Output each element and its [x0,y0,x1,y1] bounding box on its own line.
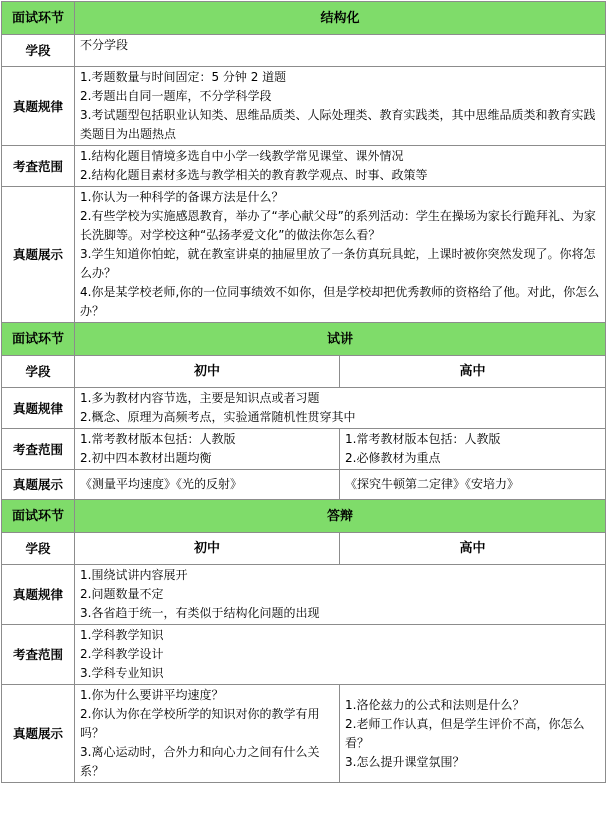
header-label: 面试环节 [2,500,75,533]
row-label: 考查范围 [2,429,75,470]
content-line: 1.结构化题目情境多选自中小学一线教学常见课堂、课外情况 [80,149,404,163]
row-label: 真题展示 [2,187,75,323]
row-label: 真题规律 [2,565,75,625]
senior-content: 《探究牛顿第二定律》《安培力》 [340,470,606,500]
content-line: 2.结构化题目素材多选与教学相关的教育教学观点、时事、政策等 [80,168,428,182]
content-line: 2.初中四本教材出题均衡 [80,451,212,465]
content-line: 4.你是某学校老师,你的一位同事绩效不如你，但是学校却把优秀教师的资格给了他。对此，你怎么办？ [80,285,600,318]
column-junior: 初中 [75,356,340,388]
column-senior: 高中 [340,356,606,388]
table-row [2,35,606,67]
content-line: 3.各省趋于统一，有类似于结构化问题的出现 [80,606,320,620]
junior-content [75,429,340,470]
content-line: 1.学科教学知识 [80,628,164,642]
content-line: 1.你认为一种科学的备课方法是什么？ [80,190,284,204]
content-line: 3.学生知道你怕蛇，就在教室讲桌的抽屉里放了一条仿真玩具蛇，上课时被你突然发现了。你将怎么办？ [80,247,596,280]
junior-content [75,685,340,783]
content-line: 1.你为什么要讲平均速度？ [80,688,224,702]
content-line: 2.概念、原理为高频考点，实验通常随机性贯穿其中 [80,410,356,424]
content-line: 1.多为教材内容节选，主要是知识点或者习题 [80,391,320,405]
column-junior: 初中 [75,533,340,565]
table-row [2,67,606,146]
content-line: 3.离心运动时，合外力和向心力之间有什么关系？ [80,745,320,778]
content-line: 2.考题出自同一题库，不分学科学段 [80,89,272,103]
table-row [2,429,606,470]
content-line: 1.考题数量与时间固定：5 分钟 2 道题 [80,70,287,84]
content-line: 2.有些学校为实施感恩教育，举办了“孝心献父母”的系列活动：学生在操场为家长行跪拜礼、为家长洗脚等。对学校这种“弘扬孝爱文化”的做法你怎么看？ [80,209,596,242]
section-header-defense [2,500,606,533]
content-line: 1.洛伦兹力的公式和法则是什么？ [345,697,525,712]
row-content [75,67,606,146]
table-row [2,565,606,625]
table-row [2,685,606,783]
row-label: 真题展示 [2,470,75,500]
senior-content [340,685,606,783]
content-line: 1.常考教材版本包括：人教版 [80,432,236,446]
table-row [2,388,606,429]
row-label: 真题展示 [2,685,75,783]
table-row [2,625,606,685]
content-line: 2.学科教学设计 [80,647,164,661]
row-label: 考查范围 [2,146,75,187]
row-label: 学段 [2,35,75,67]
content-line: 不分学段 [80,38,129,52]
content-line: 2.问题数量不定 [80,587,164,601]
section-header-structured [2,2,606,35]
column-senior: 高中 [340,533,606,565]
table-row [2,146,606,187]
content-line: 3.怎么提升课堂氛围？ [345,754,465,769]
row-label: 学段 [2,533,75,565]
section-title: 答辩 [75,500,606,533]
junior-content: 《测量平均速度》《光的反射》 [75,470,340,500]
content-line: 1.围绕试讲内容展开 [80,568,188,582]
table-row [2,533,606,565]
content-line: 2.必修教材为重点 [345,451,441,465]
row-content [75,565,606,625]
row-label: 考查范围 [2,625,75,685]
interview-table [1,1,606,783]
table-row [2,470,606,500]
content-line: 2.老师工作认真，但是学生评价不高，你怎么看？ [345,716,585,750]
section-header-lecture [2,323,606,356]
content-line: 3.考试题型包括职业认知类、思维品质类、人际处理类、教育实践类，其中思维品质类和教育实践类题目为出题热点 [80,108,596,141]
header-label: 面试环节 [2,2,75,35]
row-content [75,187,606,323]
row-label: 真题规律 [2,388,75,429]
row-content [75,35,606,67]
row-label: 学段 [2,356,75,388]
table-row [2,356,606,388]
row-content [75,388,606,429]
header-label: 面试环节 [2,323,75,356]
section-title: 结构化 [75,2,606,35]
content-line: 2.你认为你在学校所学的知识对你的教学有用吗？ [80,707,320,740]
content-line: 1.常考教材版本包括：人教版 [345,432,501,446]
content-line: 3.学科专业知识 [80,666,164,680]
row-content [75,625,606,685]
row-label: 真题规律 [2,67,75,146]
section-title: 试讲 [75,323,606,356]
senior-content [340,429,606,470]
table-row [2,187,606,323]
row-content [75,146,606,187]
